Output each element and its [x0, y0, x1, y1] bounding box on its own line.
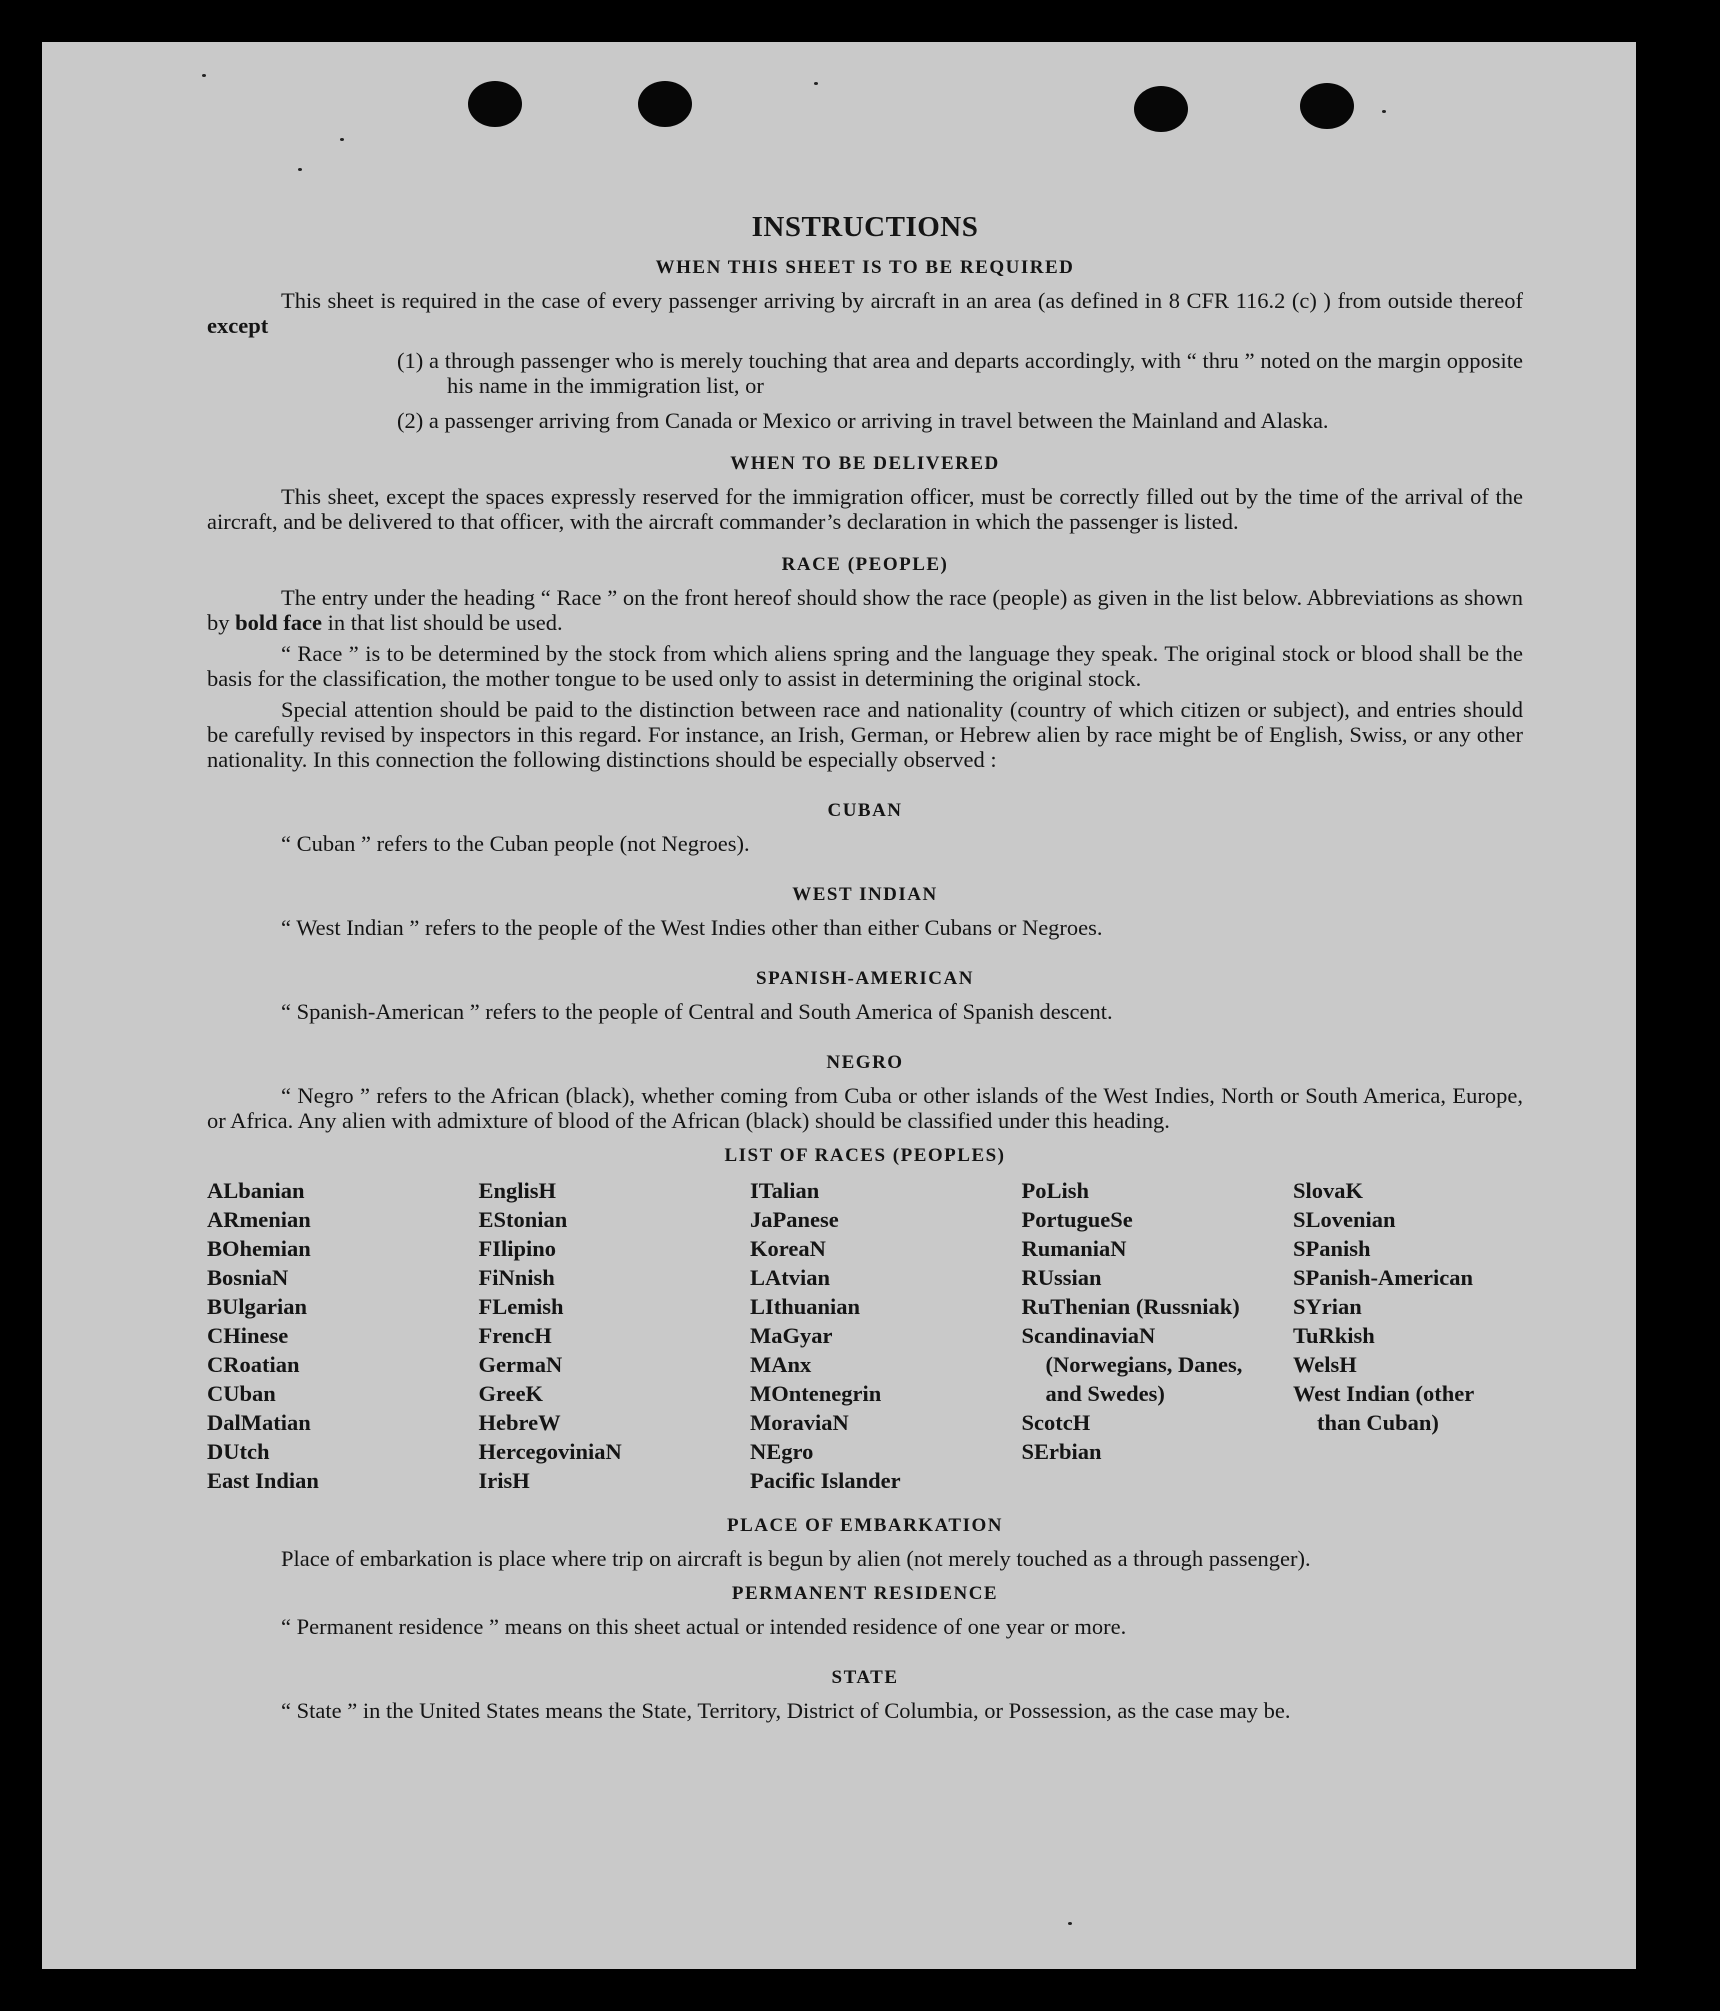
race-entry: LAtvian — [750, 1265, 831, 1290]
heading-spanish-american: SPANISH-AMERICAN — [756, 968, 974, 989]
race-entry: FIlipino — [478, 1236, 557, 1261]
race-entry: JaPanese — [750, 1207, 839, 1232]
race-entry: SlovaK — [1293, 1178, 1364, 1203]
race-entry: CRoatian — [207, 1352, 300, 1377]
race-entry: HercegoviniaN — [478, 1439, 622, 1464]
punch-hole — [468, 81, 522, 127]
exception-1: (1) a through passenger who is merely touching that area and departs accordingly, with “ thru ” noted on the margin opposite his name in the immigration list, or — [397, 348, 1523, 398]
race-entry: BUlgarian — [207, 1294, 308, 1319]
state-text: “ State ” in the United States means the State, Territory, District of Columbia, or Possession, as the case may be. — [281, 1698, 1291, 1723]
negro-text: “ Negro ” refers to the African (black), whether coming from Cuba or other islands of the West Indies, North or South America, Europe, or Africa. Any alien with admixture of blood of the African (black) should be classified under this heading. — [207, 1083, 1523, 1133]
race-paragraph-1: The entry under the heading “ Race ” on the front hereof should show the race (people) as given in the list below. Abbreviations as shown by bold face in that list should be used. — [207, 585, 1523, 635]
race-entry: BOhemian — [207, 1236, 311, 1261]
place-of-embarkation-text: Place of embarkation is place where trip on aircraft is begun by alien (not merely touched as a through passenger). — [281, 1546, 1311, 1571]
race-entry: MAnx — [750, 1352, 812, 1377]
cuban-text: “ Cuban ” refers to the Cuban people (not Negroes). — [281, 831, 750, 856]
race-entry: FLemish — [478, 1294, 564, 1319]
race-entry: Pacific Islander — [750, 1468, 901, 1493]
race-entry: ARmenian — [207, 1207, 311, 1232]
races-column-3 — [750, 1176, 980, 1495]
race-paragraph-3: Special attention should be paid to the distinction between race and nationality (country of which citizen or subject), and entries should be carefully revised by inspectors in this regard. For instance, an Irish, German, or Hebrew alien by race might be of English, Swiss, or any other nationality. In this connection the following distinctions should be especially observed : — [207, 697, 1523, 772]
race-entry: ScotcH — [1021, 1410, 1091, 1435]
race-entry: BosniaN — [207, 1265, 289, 1290]
race-entry: IrisH — [478, 1468, 530, 1493]
race-entry: DalMatian — [207, 1410, 311, 1435]
races-list — [207, 1176, 1523, 1495]
when-delivered-text: This sheet, except the spaces expressly reserved for the immigration officer, must be correctly filled out by the time of the arrival of the aircraft, and be delivered to that officer, with the aircraft commander’s declaration in which the passenger is listed. — [207, 484, 1523, 534]
race-entry: PoLish — [1021, 1178, 1090, 1203]
speck — [1382, 110, 1386, 113]
speck — [814, 82, 818, 85]
race-entry: SPanish — [1293, 1236, 1371, 1261]
page-title: INSTRUCTIONS — [751, 211, 979, 243]
race-entry: EnglisH — [478, 1178, 557, 1203]
heading-cuban: CUBAN — [827, 800, 903, 821]
race-entry: CHinese — [207, 1323, 289, 1348]
punch-hole — [1134, 86, 1188, 132]
permanent-residence-text: “ Permanent residence ” means on this sheet actual or intended residence of one year or more. — [281, 1614, 1127, 1639]
race-entry: GreeK — [478, 1381, 544, 1406]
race-paragraph-2: “ Race ” is to be determined by the stock from which aliens spring and the language they speak. The original stock or blood shall be the basis for the classification, the mother tongue to be used only to assist in determining the original stock. — [207, 641, 1523, 691]
race-entry: MOntenegrin — [750, 1381, 882, 1406]
instructions-content — [207, 167, 1523, 1723]
races-column-4 — [1022, 1176, 1252, 1495]
races-column-2 — [479, 1176, 709, 1495]
document-page — [42, 42, 1636, 1969]
race-entry: MoraviaN — [750, 1410, 849, 1435]
heading-race: RACE (PEOPLE) — [781, 554, 949, 575]
punch-hole — [638, 81, 692, 127]
race-entry: CUban — [207, 1381, 276, 1406]
race-entry: RUssian — [1021, 1265, 1102, 1290]
race-entry: DUtch — [207, 1439, 270, 1464]
race-entry: ALbanian — [207, 1178, 305, 1203]
race-entry: SYrian — [1293, 1294, 1362, 1319]
heading-when-delivered: WHEN TO BE DELIVERED — [730, 453, 1000, 474]
heading-negro: NEGRO — [826, 1052, 904, 1073]
speck — [340, 138, 344, 141]
heading-permanent-residence: PERMANENT RESIDENCE — [731, 1583, 999, 1604]
race-entry: SLovenian — [1293, 1207, 1396, 1232]
race-entry: KoreaN — [750, 1236, 826, 1261]
race-entry: FrencH — [478, 1323, 552, 1348]
races-column-1 — [207, 1176, 437, 1495]
race-entry: PortugueSe — [1021, 1207, 1133, 1232]
race-entry: East Indian — [207, 1468, 319, 1493]
race-entry: LIthuanian — [750, 1294, 861, 1319]
race-entry: RuThenian (Russniak) — [1021, 1294, 1240, 1319]
race-entry: NEgro — [750, 1439, 814, 1464]
race-entry: SPanish-American — [1293, 1265, 1473, 1290]
speck — [202, 74, 206, 77]
when-required-intro: This sheet is required in the case of every passenger arriving by aircraft in an area (as defined in 8 CFR 116.2 (c) ) from outside thereof except — [207, 288, 1523, 338]
heading-place-of-embarkation: PLACE OF EMBARKATION — [727, 1515, 1003, 1536]
punch-hole — [1300, 83, 1354, 129]
heading-state: STATE — [831, 1667, 899, 1688]
race-entry: EStonian — [478, 1207, 568, 1232]
races-column-5 — [1293, 1176, 1523, 1495]
race-entry: West Indian (other than Cuban) — [1293, 1381, 1474, 1435]
race-entry: HebreW — [478, 1410, 561, 1435]
heading-when-required: WHEN THIS SHEET IS TO BE REQUIRED — [655, 257, 1075, 278]
race-entry: WelsH — [1293, 1352, 1357, 1377]
race-entry: RumaniaN — [1021, 1236, 1127, 1261]
race-entry: ITalian — [750, 1178, 820, 1203]
race-entry: FiNnish — [478, 1265, 555, 1290]
exception-2: (2) a passenger arriving from Canada or Mexico or arriving in travel between the Mainland and Alaska. — [397, 408, 1329, 433]
race-entry: ScandinaviaN (Norwegians, Danes, and Swedes) — [1021, 1323, 1243, 1406]
heading-list-of-races: LIST OF RACES (PEOPLES) — [724, 1145, 1006, 1166]
race-entry: GermaN — [478, 1352, 563, 1377]
spanish-american-text: “ Spanish-American ” refers to the people of Central and South America of Spanish descent. — [281, 999, 1113, 1024]
race-entry: MaGyar — [750, 1323, 833, 1348]
race-entry: TuRkish — [1293, 1323, 1375, 1348]
race-entry: SErbian — [1021, 1439, 1102, 1464]
speck — [1068, 1922, 1072, 1925]
west-indian-text: “ West Indian ” refers to the people of the West Indies other than either Cubans or Negroes. — [281, 915, 1103, 940]
heading-west-indian: WEST INDIAN — [792, 884, 938, 905]
